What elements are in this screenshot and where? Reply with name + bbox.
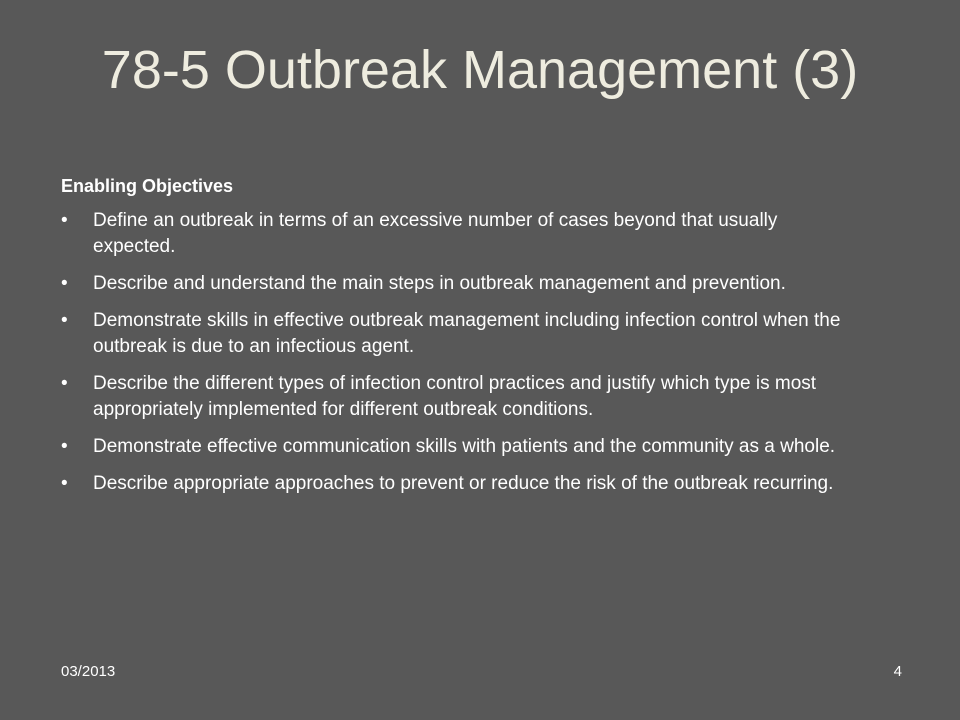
slide-title: 78-5 Outbreak Management (3) (101, 40, 859, 100)
objective-item (61, 208, 861, 260)
page-number: 4 (893, 663, 902, 680)
objective-item (61, 434, 861, 460)
bullet-icon: • (61, 373, 68, 394)
bullet-icon: • (61, 210, 68, 231)
objectives-list (61, 208, 861, 497)
objective-item (61, 471, 861, 497)
objective-item (61, 308, 861, 360)
objective-item (61, 371, 861, 423)
bullet-icon: • (61, 310, 68, 331)
bullet-icon: • (61, 273, 68, 294)
objective-text: Describe and understand the main steps in outbreak management and prevention. (93, 273, 786, 294)
footer-date: 03/2013 (61, 663, 116, 680)
objective-text: Demonstrate effective communication skills with patients and the community as a whole. (93, 436, 836, 457)
bullet-icon: • (61, 436, 68, 457)
objective-text: Define an outbreak in terms of an excessive number of cases beyond that usually expected. (93, 210, 778, 257)
objective-text: Describe the different types of infection control practices and justify which type is most appropriately implemented for different outbreak conditions. (93, 373, 817, 420)
objective-item (61, 271, 861, 297)
objective-text: Describe appropriate approaches to prevent or reduce the risk of the outbreak recurring. (93, 473, 834, 494)
objectives-heading: Enabling Objectives (61, 176, 234, 196)
objective-text: Demonstrate skills in effective outbreak management including infection control when the outbreak is due to an infectious agent. (93, 310, 841, 357)
bullet-icon: • (61, 473, 68, 494)
slide-content (61, 173, 861, 508)
